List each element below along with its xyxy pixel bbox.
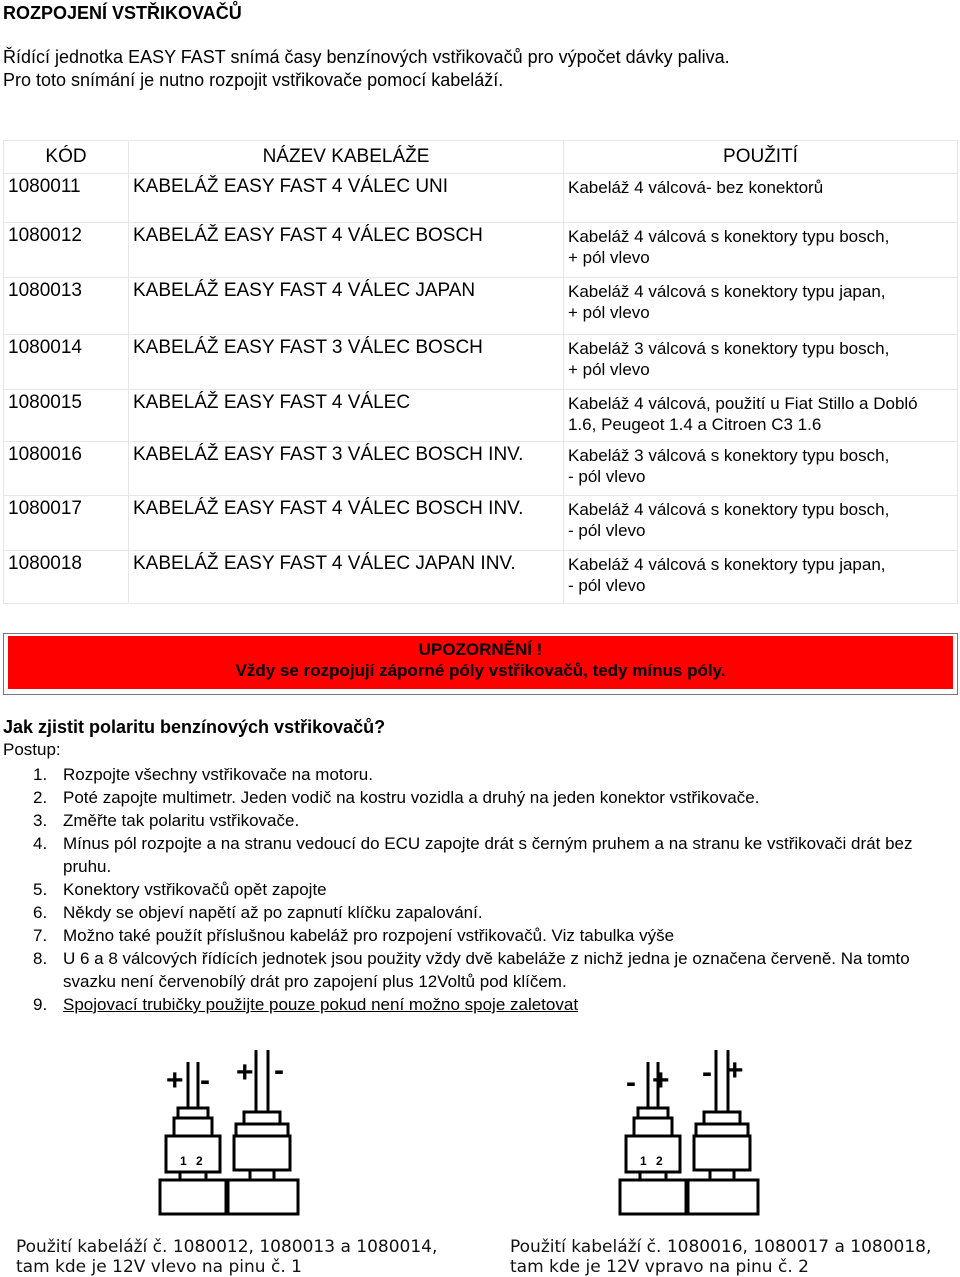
row-usage xyxy=(564,496,958,551)
step-number: 4. xyxy=(33,834,48,853)
list-item xyxy=(3,924,933,947)
step-text: Někdy se objeví napětí až po zapnutí klíčku zapalování. xyxy=(63,903,483,922)
header-usage: POUŽITÍ xyxy=(564,141,958,174)
list-item xyxy=(3,809,933,832)
row-name: KABELÁŽ EASY FAST 4 VÁLEC BOSCH INV. xyxy=(129,496,564,551)
usage-line-2: - pól vlevo xyxy=(568,576,646,595)
usage-line-2: + pól vlevo xyxy=(568,248,650,267)
caption-line-2: tam kde je 12V vpravo na pinu č. 2 xyxy=(510,1257,809,1277)
usage-line-1: Kabeláž 3 válcová s konektory typu bosch, xyxy=(568,339,890,358)
step-number: 8. xyxy=(33,949,48,968)
row-name: KABELÁŽ EASY FAST 4 VÁLEC xyxy=(129,390,564,442)
warning-banner xyxy=(8,636,953,689)
usage-line-2: 1.6, Peugeot 1.4 a Citroen C3 1.6 xyxy=(568,415,822,434)
usage-line-1: Kabeláž 4 válcová s konektory typu bosch, xyxy=(568,500,890,519)
step-number: 3. xyxy=(33,811,48,830)
intro-line-1: Řídící jednotka EASY FAST snímá časy benzínových vstřikovačů pro výpočet dávky paliva. xyxy=(3,47,730,67)
table-row xyxy=(4,390,958,442)
step-text: Rozpojte všechny vstřikovače na motoru. xyxy=(63,765,373,784)
postup-label: Postup: xyxy=(3,740,61,759)
caption-line-1: Použití kabeláží č. 1080012, 1080013 a 1080014, xyxy=(16,1237,438,1257)
table-row xyxy=(4,174,958,223)
step-number: 9. xyxy=(33,995,48,1014)
page-title: ROZPOJENÍ VSTŘIKOVAČŮ xyxy=(3,3,242,23)
table-row xyxy=(4,442,958,496)
list-item xyxy=(3,993,933,1016)
minus-label: - xyxy=(702,1056,712,1089)
step-number: 7. xyxy=(33,926,48,945)
row-code: 1080017 xyxy=(4,496,129,551)
step-number: 1. xyxy=(33,765,48,784)
row-usage xyxy=(564,278,958,335)
warning-text: Vždy se rozpojují záporné póly vstřikovačů, tedy mínus póly. xyxy=(235,661,726,680)
row-name: KABELÁŽ EASY FAST 3 VÁLEC BOSCH INV. xyxy=(129,442,564,496)
row-code: 1080016 xyxy=(4,442,129,496)
row-usage xyxy=(564,223,958,278)
row-code: 1080014 xyxy=(4,335,129,390)
step-number: 5. xyxy=(33,880,48,899)
plus-label: + xyxy=(236,1056,254,1089)
row-usage xyxy=(564,390,958,442)
table-row xyxy=(4,551,958,604)
usage-line-2: - pól vlevo xyxy=(568,467,646,486)
table-header-row xyxy=(4,141,958,174)
connector-diagram-right xyxy=(610,1050,770,1220)
table-row xyxy=(4,496,958,551)
caption-left xyxy=(16,1237,437,1277)
row-code: 1080018 xyxy=(4,551,129,604)
row-code: 1080012 xyxy=(4,223,129,278)
step-text: Poté zapojte multimetr. Jeden vodič na kostru vozidla a druhý na jeden konektor vstřikovače. xyxy=(63,788,760,807)
minus-label: - xyxy=(626,1066,636,1099)
caption-right xyxy=(510,1237,931,1277)
step-text: U 6 a 8 válcových řídících jednotek jsou použity vždy dvě kabeláže z nichž jedna je označena červeně. Na tomto svazku není červenobílý drát pro zapojení plus 12Voltů pod klíčem. xyxy=(63,949,910,991)
row-code: 1080013 xyxy=(4,278,129,335)
row-name: KABELÁŽ EASY FAST 4 VÁLEC JAPAN xyxy=(129,278,564,335)
header-name: NÁZEV KABELÁŽE xyxy=(129,141,564,174)
usage-line-1: Kabeláž 4 válcová s konektory typu japan, xyxy=(568,282,886,301)
step-number: 2. xyxy=(33,788,48,807)
usage-line-1: Kabeláž 4 válcová- bez konektorů xyxy=(568,178,824,197)
list-item xyxy=(3,947,933,993)
pin-label: 1 xyxy=(640,1154,647,1168)
step-text: Změřte tak polaritu vstřikovače. xyxy=(63,811,300,830)
table-row xyxy=(4,335,958,390)
intro-line-2: Pro toto snímání je nutno rozpojit vstřikovače pomocí kabeláží. xyxy=(3,70,504,90)
warning-box xyxy=(3,633,958,695)
plus-label: + xyxy=(652,1064,670,1097)
usage-line-2: + pól vlevo xyxy=(568,303,650,322)
usage-line-2: + pól vlevo xyxy=(568,360,650,379)
row-usage xyxy=(564,174,958,223)
row-code: 1080015 xyxy=(4,390,129,442)
pin-label: 2 xyxy=(196,1154,203,1168)
step-text: Mínus pól rozpojte a na stranu vedoucí do ECU zapojte drát s černým pruhem a na stranu ke vstřikovači drát bez pruhu. xyxy=(63,834,913,876)
row-name: KABELÁŽ EASY FAST 3 VÁLEC BOSCH xyxy=(129,335,564,390)
row-name: KABELÁŽ EASY FAST 4 VÁLEC BOSCH xyxy=(129,223,564,278)
row-code: 1080011 xyxy=(4,174,129,223)
connector-diagram-left xyxy=(150,1050,310,1220)
table-row xyxy=(4,278,958,335)
usage-line-1: Kabeláž 4 válcová s konektory typu bosch, xyxy=(568,227,890,246)
connector-right-b xyxy=(688,1050,758,1214)
step-number: 6. xyxy=(33,903,48,922)
cable-table xyxy=(3,140,958,604)
howto-heading: Jak zjistit polaritu benzínových vstřikovačů? xyxy=(3,717,386,737)
intro-text xyxy=(3,46,730,92)
caption-line-2: tam kde je 12V vlevo na pinu č. 1 xyxy=(16,1257,302,1277)
usage-line-1: Kabeláž 4 válcová, použití u Fiat Stillo a Dobló xyxy=(568,394,918,413)
row-usage xyxy=(564,442,958,496)
step-text: Konektory vstřikovačů opět zapojte xyxy=(63,880,327,899)
caption-line-1: Použití kabeláží č. 1080016, 1080017 a 1080018, xyxy=(510,1237,932,1257)
list-item xyxy=(3,901,933,924)
list-item xyxy=(3,832,933,878)
minus-label: - xyxy=(274,1054,284,1087)
usage-line-1: Kabeláž 4 válcová s konektory typu japan, xyxy=(568,555,886,574)
step-text: Spojovací trubičky použijte pouze pokud není možno spoje zaletovat xyxy=(63,995,579,1014)
row-usage xyxy=(564,335,958,390)
steps-list xyxy=(3,763,933,1016)
step-text: Možno také použít příslušnou kabeláž pro rozpojení vstřikovačů. Viz tabulka výše xyxy=(63,926,675,945)
plus-label: + xyxy=(166,1064,184,1097)
usage-line-1: Kabeláž 3 válcová s konektory typu bosch, xyxy=(568,446,890,465)
row-name: KABELÁŽ EASY FAST 4 VÁLEC JAPAN INV. xyxy=(129,551,564,604)
warning-heading: UPOZORNĚNÍ ! xyxy=(418,640,543,659)
usage-line-2: - pól vlevo xyxy=(568,521,646,540)
pin-label: 1 xyxy=(180,1154,187,1168)
minus-label: - xyxy=(200,1064,210,1097)
list-item xyxy=(3,878,933,901)
plus-label: + xyxy=(726,1054,744,1087)
row-usage xyxy=(564,551,958,604)
pin-label: 2 xyxy=(656,1154,663,1168)
list-item xyxy=(3,786,933,809)
table-row xyxy=(4,223,958,278)
header-code: KÓD xyxy=(4,141,129,174)
list-item xyxy=(3,763,933,786)
row-name: KABELÁŽ EASY FAST 4 VÁLEC UNI xyxy=(129,174,564,223)
